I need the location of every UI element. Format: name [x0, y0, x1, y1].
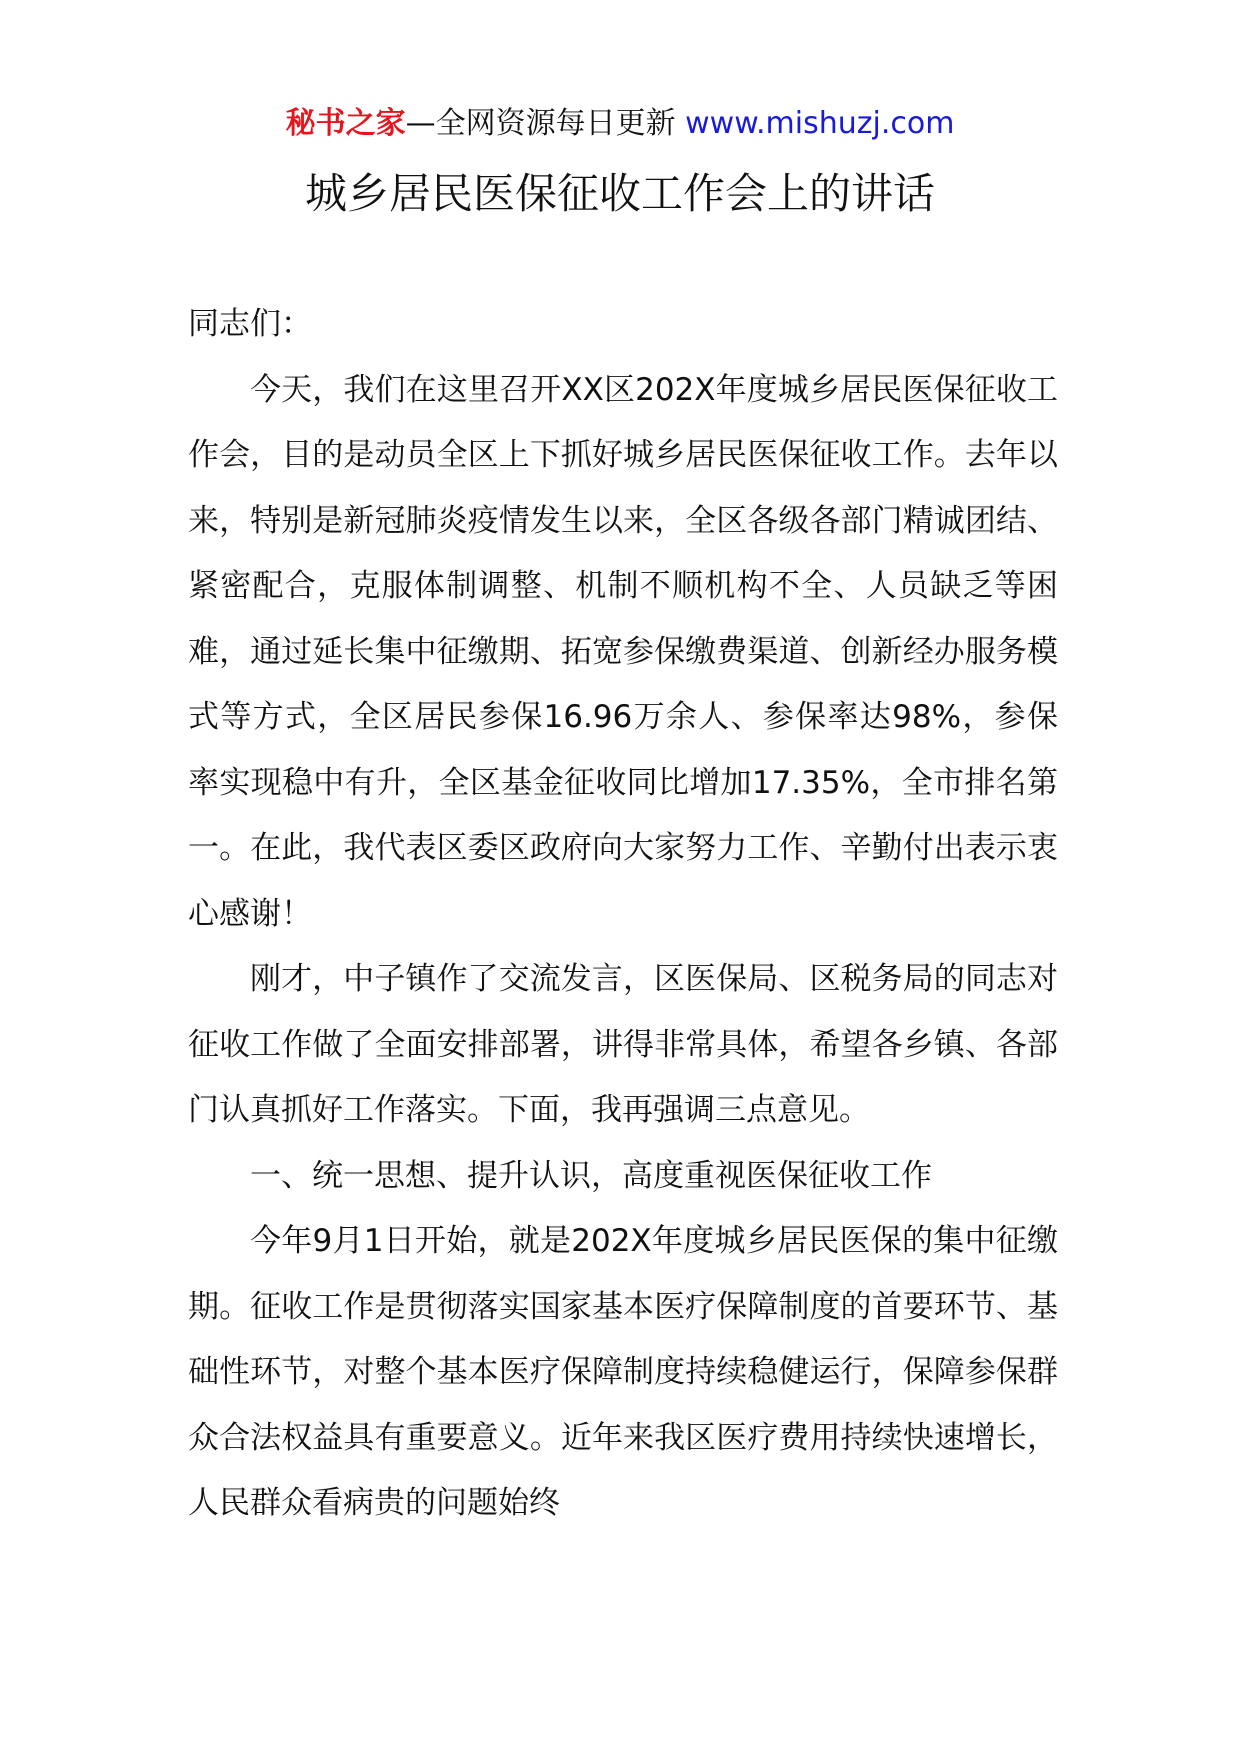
salutation: 同志们： — [188, 306, 312, 342]
document-body — [188, 292, 1058, 1537]
brand-name: 秘书之家 — [285, 106, 406, 141]
document-title: 城乡居民医保征收工作会上的讲话 — [304, 169, 935, 218]
site-url-link[interactable]: www.mishuzj.com — [685, 106, 955, 141]
header-slogan: —全网资源每日更新 — [405, 106, 676, 141]
paragraph-arrangements: 刚才，中子镇作了交流发言，区医保局、区税务局的同志对征收工作做了全面安排部署，讲得非常具体，希望各乡镇、各部门认真抓好工作落实。下面，我再强调三点意见。 — [188, 961, 1058, 1128]
section-heading-1: 一、统一思想、提升认识，高度重视医保征收工作 — [250, 1157, 932, 1194]
site-header — [0, 104, 1240, 144]
paragraph-section-1: 今年9月1日开始，就是202X年度城乡居民医保的集中征缴期。征收工作是贯彻落实国家基本医疗保障制度的首要环节、基础性环节，对整个基本医疗保障制度持续稳健运行，保障参保群众合法权益具有重要意义。近年来我区医疗费用持续快速增长，人民群众看病贵的问题始终 — [188, 1223, 1058, 1521]
paragraph-opening: 今天，我们在这里召开XX区202X年度城乡居民医保征收工作会，目的是动员全区上下抓好城乡居民医保征收工作。去年以来，特别是新冠肺炎疫情发生以来，全区各级各部门精诚团结、紧密配合，克服体制调整、机制不顺机构不全、人员缺乏等困难，通过延长集中征缴期、拓宽参保缴费渠道、创新经办服务模式等方式，全区居民参保16.96万余人、参保率达98%，参保率实现稳中有升，全区基金征收同比增加17.35%，全市排名第一。在此，我代表区委区政府向大家努力工作、辛勤付出表示衷心感谢！ — [188, 371, 1058, 932]
